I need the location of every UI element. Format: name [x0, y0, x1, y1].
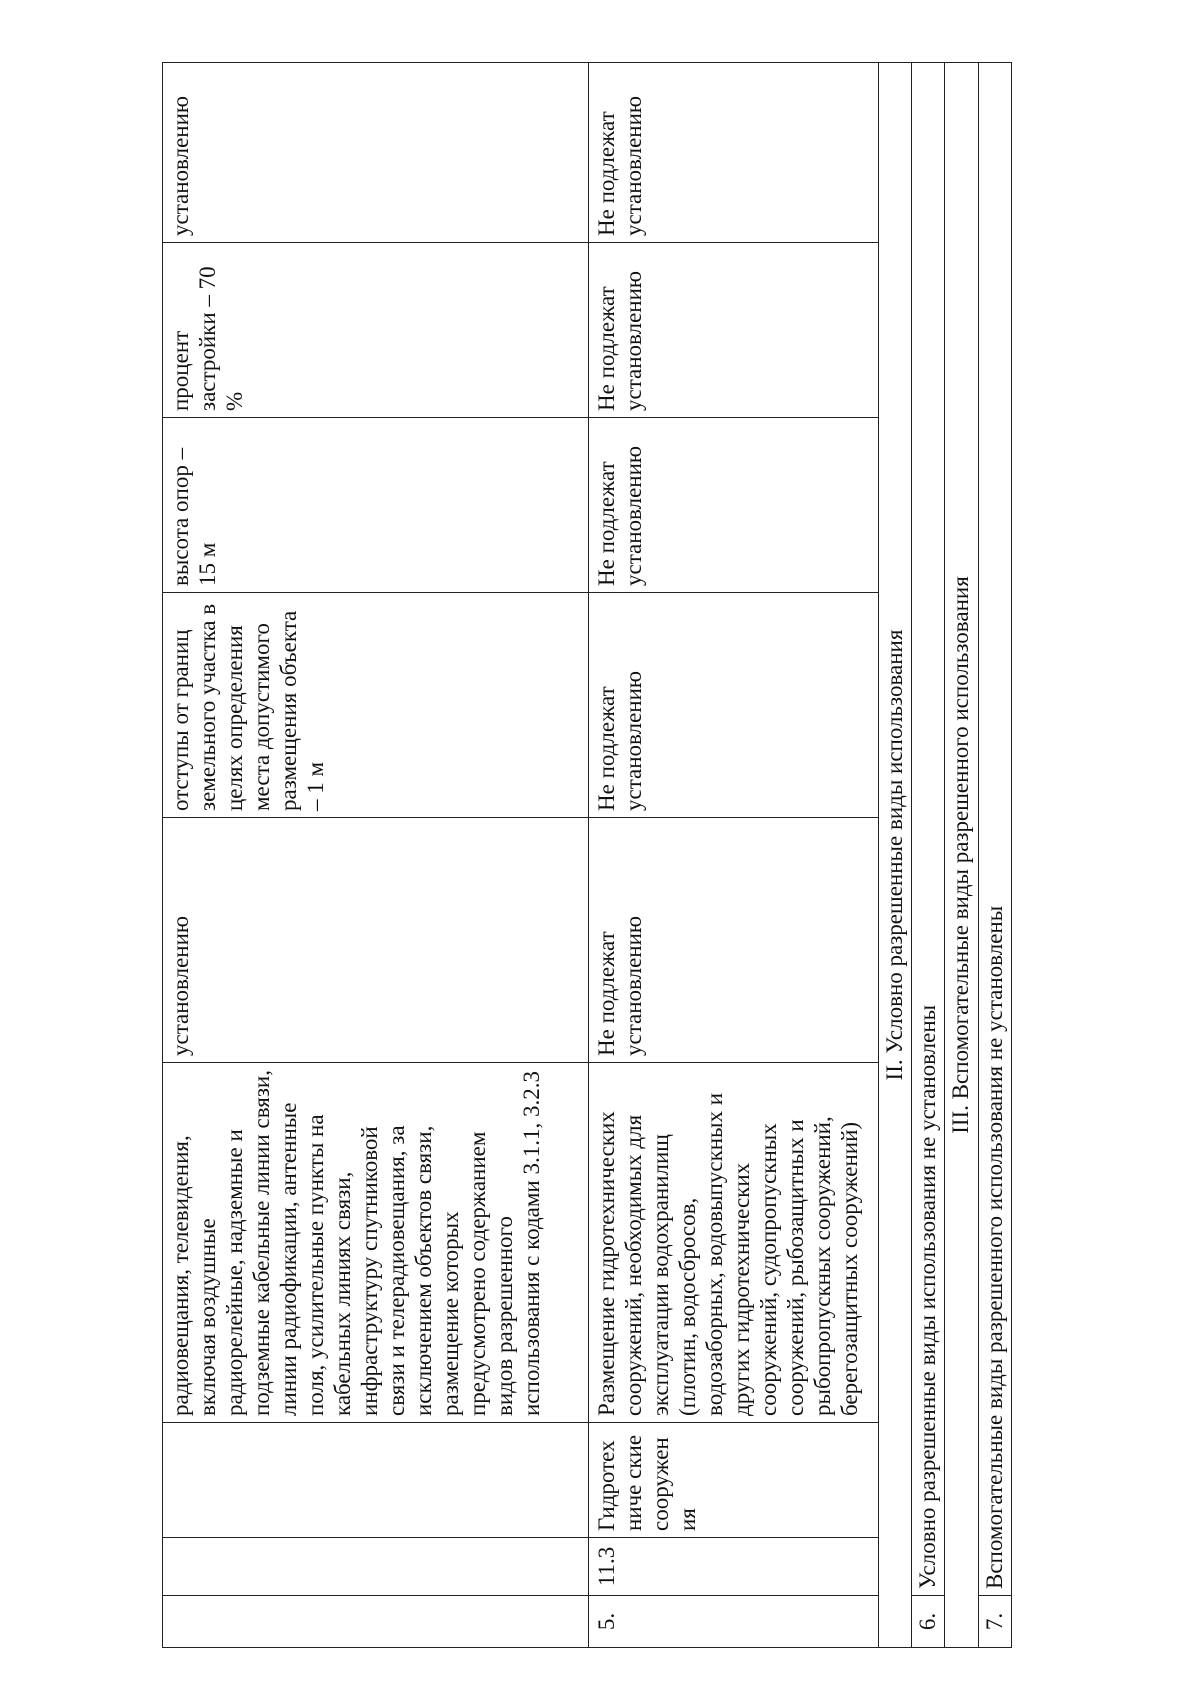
- cell-other: Не подлежат установлению: [589, 63, 879, 243]
- cell-min-size: Не подлежат установлению: [589, 818, 879, 1063]
- table-row-continued: [163, 63, 589, 1648]
- cell-coverage: процент застройки – 70 %: [163, 243, 589, 418]
- cell-description: радиовещания, телевидения, включая воздушные радиорелейные, надземные и подземные кабельные линии связи, линии радиофикации, антенные поля, усилительные пункты на кабельных линиях связи, инфраструктуру спутниковой связи и телерадиовещания, за исключением объектов связи, размещение которых предусмотрено содержанием видов разрешенного использования с кодами 3.1.1, 3.2.3: [163, 1063, 589, 1423]
- cell-height: Не подлежат установлению: [589, 418, 879, 593]
- section-heading-auxiliary: [945, 63, 978, 1648]
- rotated-page: [162, 63, 1012, 1648]
- cell-name: Гидротехниче ские сооружения: [589, 1423, 879, 1538]
- cell-setbacks: отступы от границ земельного участка в целях определения места допустимого размещения объекта – 1 м: [163, 593, 589, 818]
- cell-description: Размещение гидротехнических сооружений, необходимых для эксплуатации водохранилищ (плотин, водосбросов, водозаборных, водовыпускных и других гидротехнических сооружений, судопропускных сооружений, рыбозащитных и рыбопропускных сооружений, берегозащитных сооружений): [589, 1063, 879, 1423]
- table-row-5: [589, 63, 879, 1648]
- cell-setbacks: Не подлежат установлению: [589, 593, 879, 818]
- cell-min-size: установлению: [163, 818, 589, 1063]
- cell-text: Условно разрешенные виды использования не установлены: [912, 63, 945, 1596]
- section-title: III. Вспомогательные виды разрешенного использования: [945, 63, 978, 1648]
- cell-num: 6.: [912, 1596, 945, 1648]
- cell-code: [163, 1538, 589, 1596]
- section-title: II. Условно разрешенные виды использования: [878, 63, 911, 1648]
- table-row-7: [978, 63, 1011, 1648]
- cell-coverage: Не подлежат установлению: [589, 243, 879, 418]
- cell-num: 7.: [978, 1596, 1011, 1648]
- table-row-6: [912, 63, 945, 1648]
- land-use-table: [162, 62, 1012, 1648]
- cell-text: Вспомогательные виды разрешенного использования не установлены: [978, 63, 1011, 1596]
- cell-height: высота опор – 15 м: [163, 418, 589, 593]
- section-heading-conditional: [878, 63, 911, 1648]
- cell-code: 11.3: [589, 1538, 879, 1596]
- cell-other: установлению: [163, 63, 589, 243]
- cell-name: [163, 1423, 589, 1538]
- cell-num: 5.: [589, 1596, 879, 1648]
- cell-num: [163, 1596, 589, 1648]
